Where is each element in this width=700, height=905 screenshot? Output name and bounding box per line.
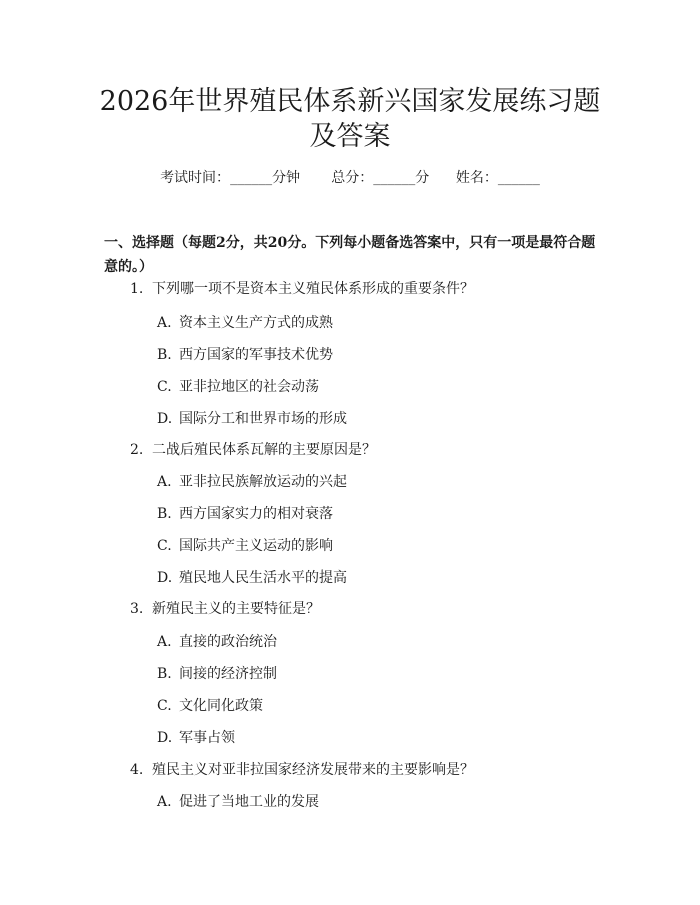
question-number: 3.: [130, 601, 144, 617]
exam-info-line: [0, 169, 700, 187]
score-label: 总分：: [331, 170, 374, 186]
question-1-option-b: [157, 346, 333, 364]
question-2-option-a: [157, 473, 347, 491]
option-text: 殖民地人民生活水平的提高: [179, 570, 347, 586]
question-2-option-c: [157, 537, 333, 555]
question-4: [130, 761, 474, 779]
question-text: 新殖民主义的主要特征是？: [152, 601, 320, 617]
question-3: [130, 600, 320, 618]
option-letter: D.: [157, 730, 173, 746]
option-text: 亚非拉民族解放运动的兴起: [179, 474, 347, 490]
question-1-option-a: [157, 314, 333, 332]
time-unit: 分钟: [272, 170, 301, 186]
option-text: 促进了当地工业的发展: [179, 794, 319, 810]
option-text: 间接的经济控制: [179, 666, 277, 682]
question-1: [130, 280, 474, 298]
option-letter: C.: [157, 538, 172, 554]
option-letter: B.: [157, 506, 172, 522]
option-letter: D.: [157, 411, 173, 427]
question-1-option-c: [157, 378, 319, 396]
question-text: 二战后殖民体系瓦解的主要原因是？: [152, 442, 376, 458]
question-3-option-b: [157, 665, 277, 683]
question-2-option-d: [157, 569, 347, 587]
question-3-option-a: [157, 633, 277, 651]
time-label: 考试时间：: [160, 170, 231, 186]
time-blank: ______: [230, 170, 273, 186]
name-label: 姓名：: [455, 170, 498, 186]
question-number: 1.: [130, 281, 144, 297]
document-title: 2026年世界殖民体系新兴国家发展练习题及答案: [99, 86, 601, 152]
option-text: 西方国家实力的相对衰落: [179, 506, 333, 522]
question-2: [130, 441, 376, 459]
option-letter: D.: [157, 570, 173, 586]
option-letter: A.: [157, 794, 172, 810]
option-letter: C.: [157, 379, 172, 395]
option-text: 亚非拉地区的社会动荡: [179, 379, 319, 395]
question-4-option-a: [157, 793, 319, 811]
question-text: 下列哪一项不是资本主义殖民体系形成的重要条件？: [152, 281, 474, 297]
score-blank: ______: [373, 170, 416, 186]
option-letter: B.: [157, 666, 172, 682]
option-text: 文化同化政策: [179, 698, 263, 714]
question-text: 殖民主义对亚非拉国家经济发展带来的主要影响是？: [152, 762, 474, 778]
name-blank: ______: [497, 170, 540, 186]
option-letter: C.: [157, 698, 172, 714]
section-heading: 一、选择题（每题2分，共20分。下列每小题备选答案中，只有一项是最符合题意的。）: [104, 235, 596, 275]
option-letter: B.: [157, 347, 172, 363]
question-1-option-d: [157, 410, 347, 428]
question-3-option-c: [157, 697, 263, 715]
question-number: 4.: [130, 762, 144, 778]
option-text: 国际分工和世界市场的形成: [179, 411, 347, 427]
option-text: 国际共产主义运动的影响: [179, 538, 333, 554]
question-number: 2.: [130, 442, 144, 458]
option-text: 资本主义生产方式的成熟: [179, 315, 333, 331]
option-text: 直接的政治统治: [179, 634, 277, 650]
question-2-option-b: [157, 505, 333, 523]
option-letter: A.: [157, 634, 172, 650]
score-unit: 分: [415, 170, 430, 186]
option-text: 军事占领: [179, 730, 235, 746]
option-letter: A.: [157, 315, 172, 331]
question-3-option-d: [157, 729, 235, 747]
option-letter: A.: [157, 474, 172, 490]
option-text: 西方国家的军事技术优势: [179, 347, 333, 363]
